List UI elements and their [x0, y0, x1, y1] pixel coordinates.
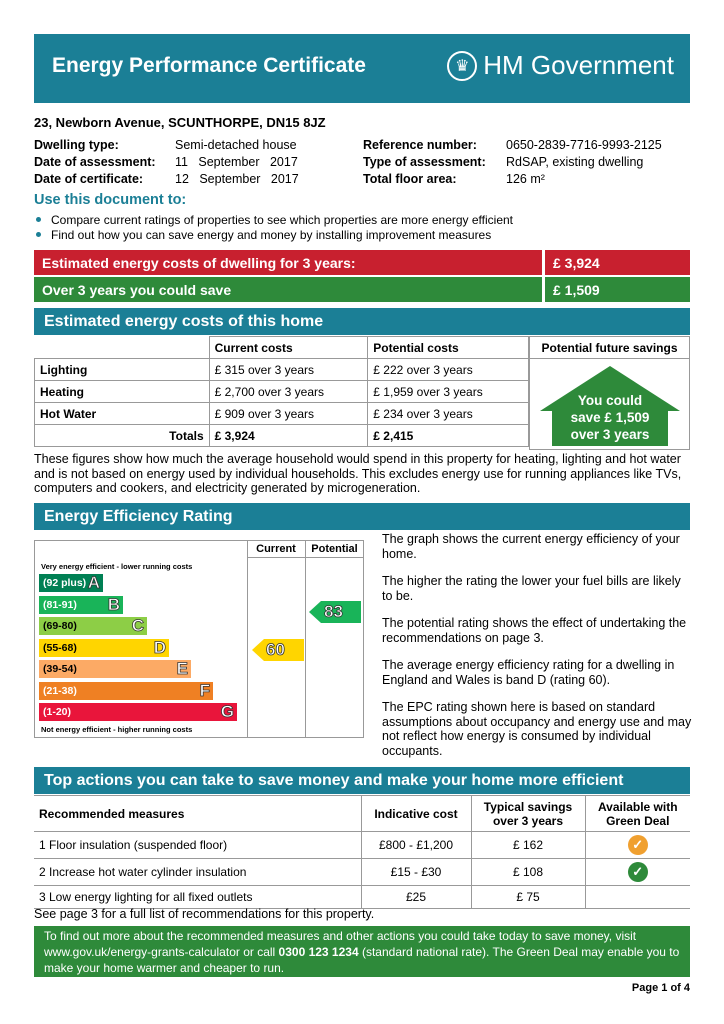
current-cost: £ 2,700 over 3 years [209, 381, 368, 403]
logo-text: HM Government [483, 50, 674, 80]
table-row [34, 886, 690, 909]
green-deal-cell [585, 859, 690, 886]
property-address: 23, Newborn Avenue, SCUNTHORPE, DN15 8JZ [34, 115, 326, 130]
col-potential: Potential [311, 543, 358, 555]
potential-rating-value: 83 [324, 602, 343, 621]
savings-line: save £ 1,509 [570, 410, 650, 425]
rating-band-b [39, 596, 123, 614]
measure-cost: £800 - £1,200 [361, 832, 471, 859]
green-deal-cell [585, 886, 690, 909]
detail-label: Dwelling type: [34, 138, 119, 152]
band-letter: B [107, 594, 120, 614]
banner-phone: 0300 123 1234 [278, 945, 359, 959]
detail-label: Total floor area: [363, 172, 457, 186]
see-page-note: See page 3 for a full list of recommendations for this property. [34, 907, 375, 921]
band-letter: D [153, 637, 166, 657]
banner-link[interactable]: www.gov.uk/energy-grants-calculator or call [44, 945, 279, 959]
col-future-savings: Potential future savings [529, 336, 690, 359]
divider [305, 541, 306, 738]
table-row [35, 381, 529, 403]
cost-item-label: Hot Water [35, 403, 210, 425]
col-potential-costs: Potential costs [368, 337, 529, 359]
banner-line: To find out more about the recommended measures and other actions you could take today to save money, visit [44, 929, 637, 943]
costs-blank-header [35, 337, 210, 359]
efficiency-explanation [382, 532, 692, 758]
bullet-text: Compare current ratings of properties to see which properties are more energy efficient [51, 212, 514, 227]
savings-callout [552, 392, 668, 443]
totals-current: £ 3,924 [209, 425, 368, 447]
band-range: (81-91) [43, 598, 77, 611]
divider [247, 557, 364, 558]
efficiency-heading-text: Energy Efficiency Rating [44, 507, 233, 525]
costs-heading-text: Estimated energy costs of this home [44, 312, 324, 330]
rating-band-c [39, 617, 147, 635]
table-row [34, 832, 690, 859]
inefficient-label: Not energy efficient - higher running costs [41, 725, 193, 734]
totals-label: Totals [35, 425, 210, 447]
efficiency-section-heading [34, 503, 690, 530]
band-range: (55-68) [43, 641, 77, 654]
band-range: (21-38) [43, 684, 77, 697]
measure-name: 2 Increase hot water cylinder insulation [34, 859, 361, 886]
current-cost: £ 315 over 3 years [209, 359, 368, 381]
rating-graph [34, 540, 364, 738]
band-range: (69-80) [43, 620, 77, 632]
detail-value: 11 September 2017 [175, 155, 298, 169]
explanation-paragraph: The higher the rating the lower your fuel bills are likely to be. [382, 574, 681, 603]
orange-check-icon: ✓ [628, 835, 648, 855]
estimated-cost-label: Estimated energy costs of dwelling for 3 years: [42, 254, 356, 271]
potential-cost: £ 222 over 3 years [368, 359, 529, 381]
estimated-cost-value: £ 3,924 [553, 254, 600, 271]
rating-band-f [39, 682, 213, 700]
estimated-cost-bar [34, 250, 542, 275]
efficient-label: Very energy efficient - lower running costs [41, 562, 193, 571]
savings-label: Over 3 years you could save [42, 281, 232, 298]
banner-line: make your home warmer and cheaper to run. [44, 961, 285, 975]
band-range: (39-54) [43, 663, 77, 675]
rating-band-d [39, 639, 169, 657]
measure-cost: £15 - £30 [361, 859, 471, 886]
hm-government-logo [447, 50, 674, 81]
band-letter: G [220, 702, 234, 721]
detail-value: Semi-detached house [175, 138, 297, 152]
rating-band-e [39, 660, 191, 678]
potential-cost: £ 1,959 over 3 years [368, 381, 529, 403]
green-deal-banner [34, 926, 690, 977]
col-current: Current [256, 543, 296, 555]
bullet-text: Find out how you can save energy and money by installing improvement measures [51, 227, 492, 242]
explanation-paragraph: The EPC rating shown here is based on standard assumptions about occupancy and energy use and may not reflect how energy is consumed by individual occupants. [382, 700, 692, 758]
estimated-cost-value-bar [545, 250, 690, 275]
detail-label: Type of assessment: [363, 155, 486, 169]
table-row [34, 859, 690, 886]
detail-label: Date of certificate: [34, 172, 144, 186]
band-letter: E [176, 659, 188, 678]
band-letter: C [131, 616, 144, 635]
costs-section-heading [34, 308, 690, 335]
detail-value: RdSAP, existing dwelling [506, 155, 644, 169]
measure-cost: £25 [361, 886, 471, 909]
savings-value-bar [545, 277, 690, 302]
savings-line: You could [577, 393, 643, 408]
band-letter: F [199, 680, 210, 700]
measure-saving: £ 108 [471, 859, 585, 886]
measure-saving: £ 75 [471, 886, 585, 909]
costs-note: These figures show how much the average household would spend in this property for heating, lighting and hot water and is not based on energy used by individual households. This excludes energy use for running appliances like TVs, computers and cookers, and electricity generated by microgeneration. [34, 452, 682, 495]
potential-cost: £ 234 over 3 years [368, 403, 529, 425]
rating-band-a [39, 574, 103, 592]
explanation-paragraph: The potential rating shows the effect of undertaking the recommendations on page 3. [382, 616, 687, 645]
rating-band-g [39, 703, 237, 721]
use-doc-list [36, 212, 513, 242]
detail-label: Reference number: [363, 138, 477, 152]
table-row [35, 359, 529, 381]
table-row [35, 403, 529, 425]
band-range: (1-20) [43, 706, 72, 718]
explanation-paragraph: The average energy efficiency rating for a dwelling in England and Wales is band D (rating 60). [382, 658, 675, 687]
details-left [34, 138, 299, 189]
col-savings: Typical savings over 3 years [471, 796, 585, 832]
savings-line: over 3 years [570, 427, 650, 442]
detail-value: 12 September 2017 [175, 172, 299, 186]
header-banner [34, 34, 690, 103]
banner-line [44, 944, 680, 960]
details-right [363, 138, 662, 189]
totals-row [35, 425, 529, 447]
savings-bar [34, 277, 542, 302]
current-rating-value: 60 [266, 640, 285, 659]
band-letter: A [87, 573, 100, 592]
actions-table [34, 795, 690, 909]
green-deal-cell [585, 832, 690, 859]
detail-label: Date of assessment: [34, 155, 156, 169]
totals-potential: £ 2,415 [368, 425, 529, 447]
actions-heading-text: Top actions you can take to save money and make your home more efficient [44, 771, 624, 789]
explanation-paragraph: The graph shows the current energy efficiency of your home. [382, 532, 680, 561]
col-current-costs: Current costs [209, 337, 368, 359]
royal-crest-icon: ♛ [447, 51, 477, 81]
page-number: Page 1 of 4 [631, 982, 690, 994]
cost-item-label: Lighting [35, 359, 210, 381]
costs-table [34, 336, 529, 447]
page-title: Energy Performance Certificate [52, 54, 366, 77]
band-range: (92 plus) [43, 577, 87, 589]
current-cost: £ 909 over 3 years [209, 403, 368, 425]
bullet-icon [36, 232, 41, 237]
measure-name: 1 Floor insulation (suspended floor) [34, 832, 361, 859]
col-green-deal: Available with Green Deal [585, 796, 690, 832]
measure-saving: £ 162 [471, 832, 585, 859]
measure-name: 3 Low energy lighting for all fixed outlets [34, 886, 361, 909]
col-measures: Recommended measures [34, 796, 361, 832]
green-check-icon: ✓ [628, 862, 648, 882]
detail-value: 126 m² [506, 172, 545, 186]
divider [247, 541, 248, 738]
actions-section-heading [34, 767, 690, 794]
use-doc-heading: Use this document to: [34, 192, 187, 208]
cost-item-label: Heating [35, 381, 210, 403]
detail-value: 0650-2839-7716-9993-2125 [506, 138, 662, 152]
bullet-icon [36, 217, 41, 222]
savings-value: £ 1,509 [553, 281, 600, 298]
col-cost: Indicative cost [361, 796, 471, 832]
banner-text: (standard national rate). The Green Deal may enable you to [358, 945, 680, 959]
